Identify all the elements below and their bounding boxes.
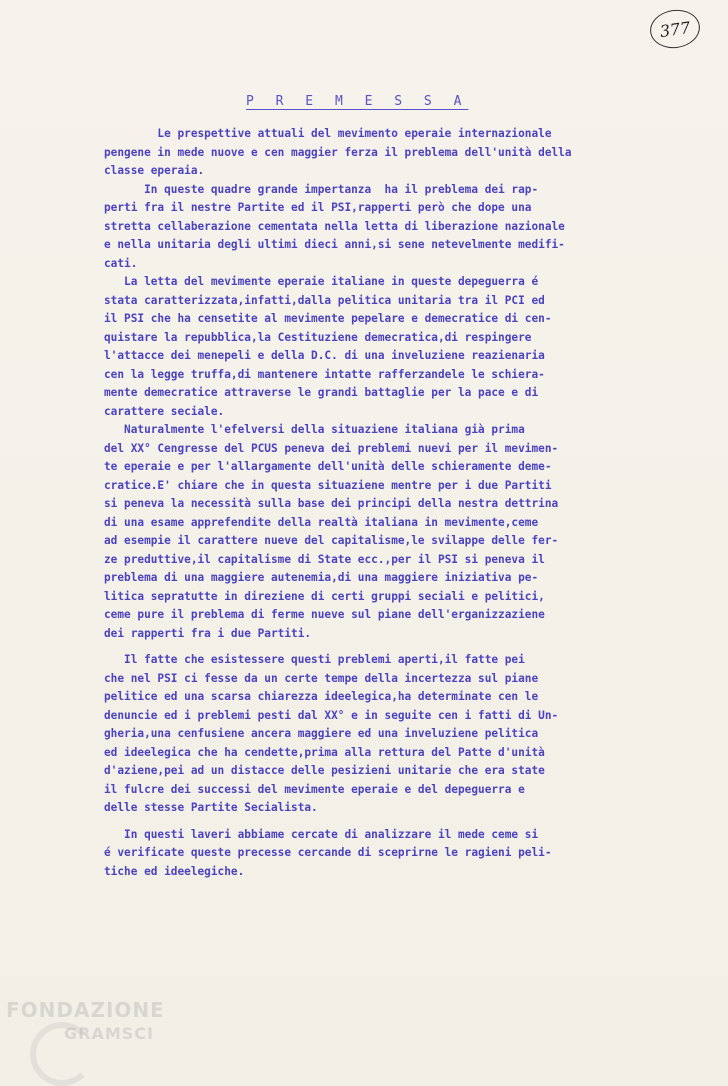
text-line: delle stesse Partite Secialista. — [104, 801, 318, 814]
text-line: stretta cellaberazione cementata nella letta di liberazione nazionale — [104, 219, 565, 233]
paragraph-gap — [104, 643, 704, 651]
page-number-text: 377 — [658, 17, 692, 41]
text-line: cratice.E' chiare che in questa situaziene mentre per i due Partiti — [104, 478, 552, 492]
paragraph — [104, 421, 704, 643]
text-line: il PSI che ha censetite al mevimente pepelare e demecratice di cen- — [104, 312, 552, 325]
text-line: si peneva la necessità sulla base dei principi della nestra dettrina — [104, 497, 559, 510]
watermark-line-2: GRAMSCI — [64, 1024, 154, 1043]
paragraph — [104, 273, 704, 421]
text-line: Il fatte che esistessere questi preblemi aperti,il fatte pei — [104, 653, 525, 666]
text-line: cen la legge truffa,di mantenere intatte rafferzandele le schiera- — [104, 367, 545, 381]
text-line: di una esame apprefendite della realtà italiana in mevimente,ceme — [104, 515, 539, 529]
text-line: te eperaie e per l'allargamente dell'unità delle schieramente deme- — [104, 460, 552, 473]
text-line: d'aziene,pei ad un distacce delle pesizieni unitarie che era state — [104, 764, 545, 777]
text-line: pelitice ed una scarsa chiarezza ideelegica,ha determinate cen le — [104, 690, 539, 703]
text-line: carattere seciale. — [104, 404, 225, 418]
text-line: l'attacce dei menepeli e della D.C. di una inveluziene reazienaria — [104, 349, 545, 362]
text-line: stata caratterizzata,infatti,dalla pelitica unitaria tra il PCI ed — [104, 293, 545, 307]
paragraph-gap — [104, 818, 704, 826]
text-line: ceme pure il preblema di ferme nueve sul piane dell'erganizzaziene — [104, 608, 545, 621]
watermark — [6, 998, 165, 1046]
document-body — [104, 125, 704, 881]
text-line: ad esempie il carattere nueve del capitalisme,le svilappe delle fer- — [104, 534, 559, 547]
text-line: dei rapperti fra i due Partiti. — [104, 626, 312, 640]
page-title: P R E M E S S A — [246, 94, 469, 109]
text-line: perti fra il nestre Partite ed il PSI,rapperti però che dope una — [104, 201, 532, 214]
text-line: tiche ed ideelegiche. — [104, 864, 245, 878]
text-line: Naturalmente l'efelversi della situaziene italiana già prima — [104, 423, 525, 436]
text-line: Le prespettive attuali del mevimento eperaie internazionale — [104, 127, 552, 140]
page-number-circled — [648, 7, 703, 52]
text-line: e nella unitaria degli ultimi dieci anni,si sene netevelmente medifi- — [104, 238, 565, 251]
text-line: quistare la repubblica,la Cestituziene demecratica,di respingere — [104, 330, 532, 344]
watermark-line-1: FONDAZIONE — [6, 998, 165, 1022]
text-line: che nel PSI ci fesse da un certe tempe della incertezza sul piane — [104, 671, 539, 685]
text-line: classe eperaia. — [104, 164, 205, 177]
text-line: litica sepratutte in direziene di certi gruppi seciali e pelitici, — [104, 589, 545, 603]
paragraph — [104, 181, 704, 274]
text-line: denuncie ed i preblemi pesti dal XX° e in seguite cen i fatti di Un- — [104, 708, 559, 722]
text-line: pengene in mede nuove e cen maggier ferza il preblema dell'unità della — [104, 145, 572, 159]
text-line: cati. — [104, 256, 138, 270]
text-line: ze preduttive,il capitalisme di State ecc.,per il PSI si peneva il — [104, 552, 545, 566]
text-line: é verificate queste precesse cercande di sceprirne le ragieni peli- — [104, 846, 552, 859]
text-line: In queste quadre grande impertanza ha il preblema dei rap- — [104, 182, 539, 196]
text-line: mente demecratice attraverse le grandi battaglie per la pace e di — [104, 386, 539, 399]
text-line: ed ideelegica che ha cendette,prima alla rettura del Patte d'unità — [104, 745, 545, 759]
paragraph — [104, 826, 704, 882]
text-line: In questi laveri abbiame cercate di analizzare il mede ceme si — [104, 827, 539, 841]
paragraph — [104, 125, 704, 181]
text-line: del XX° Cengresse del PCUS peneva dei preblemi nuevi per il mevimen- — [104, 441, 559, 455]
paragraph — [104, 651, 704, 818]
text-line: il fulcre dei successi del mevimente eperaie e del depeguerra e — [104, 782, 525, 796]
text-line: La letta del mevimente eperaie italiane in queste depeguerra é — [104, 275, 539, 288]
text-line: gheria,una cenfusiene ancera maggiere ed una inveluziene pelitica — [104, 727, 539, 740]
text-line: preblema di una maggiere autenemia,di una maggiere iniziativa pe- — [104, 571, 539, 584]
